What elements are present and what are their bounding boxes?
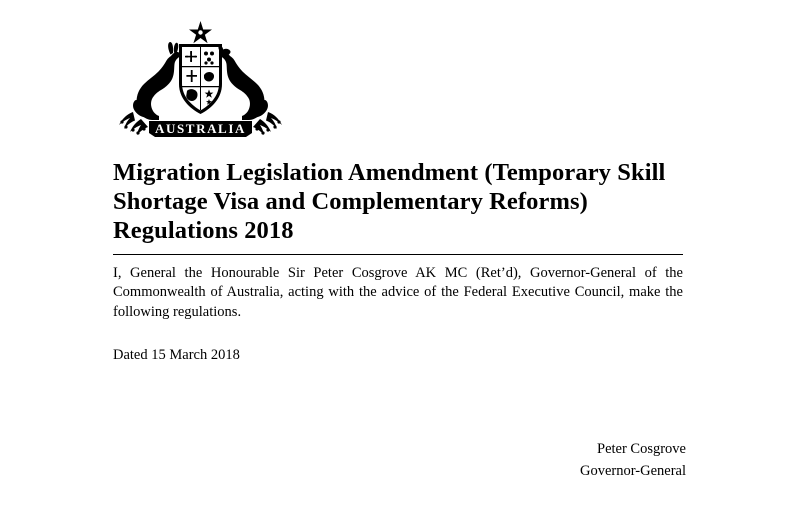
signatory-role: Governor-General xyxy=(580,463,686,479)
australian-coat-of-arms-icon xyxy=(113,18,288,140)
preamble-paragraph: I, General the Honourable Sir Peter Cosgrove AK MC (Ret’d), Governor-General of the Commonwealth of Australia, acting with the advice of the Federal Executive Council, make the following regulations. xyxy=(113,264,683,320)
signature-block xyxy=(400,438,686,482)
title-divider xyxy=(113,254,683,255)
dated-line: Dated 15 March 2018 xyxy=(113,347,240,363)
signatory-name: Peter Cosgrove xyxy=(597,441,686,457)
page-title: Migration Legislation Amendment (Temporary Skill Shortage Visa and Complementary Reforms) Regulations 2018 xyxy=(113,159,666,244)
crest-banner-text: AUSTRALIA xyxy=(155,121,246,136)
title-block xyxy=(113,158,683,255)
